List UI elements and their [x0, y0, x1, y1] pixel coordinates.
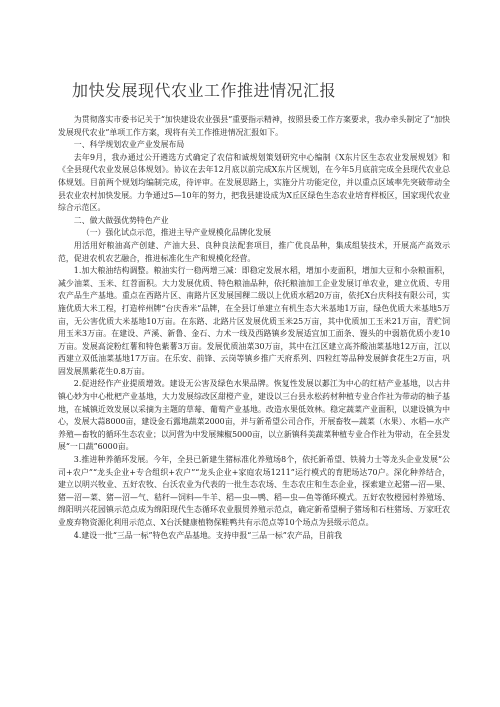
item-3-paragraph: 3.推进种养循环发展。今年，全县已新建生猪标准化养殖场8个，依托新希望、铁骑力士等龙头企业发展“公司+农户”“龙头企业+专合组织+农户”“龙头企业+家庭农场1211”运行模式的育肥场达70户。深化种养结合，建立以明兴牧业、五好农牧、台沃农业为代表的一批生态农场、生态农庄和生态企业，探索建立起猪—沼—果、猪—沼—菜、猪—沼—气、秸秆—饲料—牛羊、稻—虫—鸭、稻—虫—鱼等循环模式。五好农牧橙园村养殖场、绵阳明兴花园镇示范点成为绵阳现代生态循环农业服贸养殖示范点，确定新希望桐子猪场和石柱猪场、万家旺农业废弃物资源化利用示范点、X台沃健康植物保鞋鸭共有示范点等10个场点为县级示范点。: [58, 455, 450, 527]
subsection-heading-1: （一）强化试点示范，推进主导产业规模化品牌化发展: [81, 228, 272, 238]
intro-paragraph: 为贯彻落实市委书记关于“加快建设农业强县”重要指示精神，按照县委工作方案要求，我办牵头制定了“加快发展现代农业”单项工作方案，现将有关工作推进情况汇报如下。: [58, 115, 450, 137]
item-2-paragraph: 2.促进经作产业提质增效。建设无公害及绿色水果品牌。恢复性发展以郪江为中心的红桔产业基地，以古井镇心妙为中心枇杷产业基地，大力发展综改区甜橙产业，建设以三台县永松药材种植专业合作社为带动的柚子基地，在城镇近效发展以采摘为主题的草莓、葡萄产业基地。改造水果低效林。稳定蔬菜产业面积，以建设镇为中心，发展大蒜8000亩，建设金石露地蔬菜2000亩，并与新希望公司合作，开展畜牧—蔬菜（水果）、水稻—水产养殖—畜牧的循环生态农业；以河营为中发展辣椒5000亩，以立新镇科美蔬菜种植专业合作社为带动，在全县发展“一口蔬”6000亩。: [58, 379, 450, 452]
subsection-1-paragraph: 用活用好粮油高产创建、产油大县、良种良法配套项目，推广优良品种，集成组装技术，开展高产高效示范，促进农机农艺融合，推进标准化生产和规模化经营。: [58, 240, 450, 263]
section-1-paragraph: 去年9月，我办通过公开遴选方式确定了农信和诚规划策划研究中心编制《X东片区生态农业发展规划》和《全县现代农业发展总体规划》。协议在去年12月底以前完成X东片区规划，在今年5月底前完成全县现代农业总体规划。目前两个规划均编制完成，待评审。在发展思路上，实施分片功能定位，并以重点区域率先突破带动全县农业农村加快发展。力争通过5—10年的努力，把我县建设成为X丘区绿色生态农业培育样板区，国家现代农业综合示范区。: [58, 152, 450, 213]
section-heading-1: 一、科学规划农业产业发展布局: [73, 140, 185, 150]
document-title: 加快发展现代农业工作推进情况汇报: [72, 81, 337, 100]
item-1-paragraph: 1.加大粮油结构调整。粮油实行一稳两增三减：即稳定发展水稻，增加小麦面积，增加大豆和小杂粮面积，减少油菜、玉米、红苕面积。大力发展优质、特色粮油品种，依托粮油加工企业发展订单农业，建立优质、专用农产品生产基地。重点在西路片区、南路片区发展国稞二级以上优质水稻20万亩，依托X台庆科技有限公司，实施优质大米工程，打造梓州牌“台庆香米”品牌，在全县订单建立有机生态大米基地1万亩，绿色优质大米基地5万亩，无公害优质大米基地10万亩。在东路、北路片区发展优质玉米25万亩，其中优质加工玉米21万亩，青贮饲用玉米3万亩。在建设、芦溪、新鲁、金石、力术一线及西路镇乡发展适宜加工面条、馒头的中弱筋优质小麦10万亩。发展高淀粉红薯和特色紫薯3万亩。发展优质油菜30万亩，其中在江区建立高芥酸油菜基地12万亩，江以西建立双低油菜基地17万亩。在乐安、前锋、云岗等镇乡推广天府系列、四粒红等品种发展鲜食花生2万亩，巩固发展黑紫花生0.8万亩。: [58, 266, 450, 376]
item-4-paragraph: 4.建设一批“三品一标”特色农产品基地。支持申报“三品一标”农产品，目前我: [73, 530, 343, 540]
section-heading-2: 二、做大做强优势特色产业: [73, 215, 169, 225]
